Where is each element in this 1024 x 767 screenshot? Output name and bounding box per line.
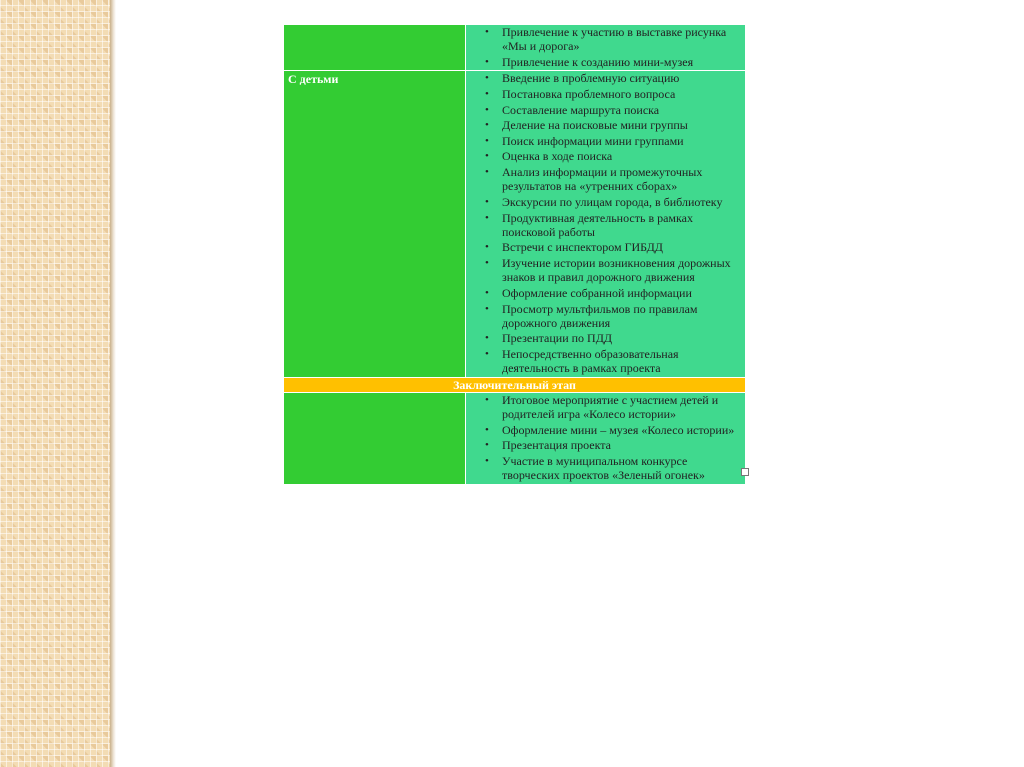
list-item: • Презентации по ПДД (502, 331, 743, 345)
list-item: • Привлечение к созданию мини-музея (502, 55, 743, 69)
decorative-side-pattern (0, 0, 110, 767)
stage-header-row (284, 377, 746, 392)
row-category-label: С детьми (288, 72, 339, 87)
row-activities-cell (466, 392, 746, 484)
activity-list (466, 25, 745, 69)
table-resize-handle[interactable] (741, 468, 749, 476)
list-item: • Оформление собранной информации (502, 286, 743, 300)
side-pattern-shadow (110, 0, 116, 767)
list-item: • Составление маршрута поиска (502, 103, 743, 117)
list-item: • Итоговое мероприятие с участием детей и родителей игра «Колесо истории» (502, 393, 743, 422)
row-activities-cell (466, 71, 746, 377)
row-category-label (284, 25, 465, 27)
activity-list (466, 393, 745, 483)
list-item: • Участие в муниципальном конкурсе творческих проектов «Зеленый огонек» (502, 454, 743, 483)
list-item: • Оценка в ходе поиска (502, 149, 743, 163)
list-item: • Продуктивная деятельность в рамках поисковой работы (502, 211, 743, 240)
row-category-cell (284, 392, 466, 484)
list-item: • Непосредственно образовательная деятельность в рамках проекта (502, 347, 743, 376)
stage-title: Заключительный этап (284, 377, 746, 392)
table-row (284, 25, 746, 71)
row-category-cell (284, 71, 466, 377)
list-item: • Привлечение к участию в выставке рисунка «Мы и дорога» (502, 25, 743, 54)
list-item: • Анализ информации и промежуточных результатов на «утренних сборах» (502, 165, 743, 194)
row-activities-cell (466, 25, 746, 71)
list-item: • Презентация проекта (502, 438, 743, 452)
list-item: • Введение в проблемную ситуацию (502, 71, 743, 85)
list-item: • Изучение истории возникновения дорожных знаков и правил дорожного движения (502, 256, 743, 285)
list-item: • Постановка проблемного вопроса (502, 87, 743, 101)
table-row (284, 71, 746, 377)
row-category-label (284, 393, 465, 395)
activity-list (466, 71, 745, 375)
list-item: • Деление на поисковые мини группы (502, 118, 743, 132)
list-item: • Поиск информации мини группами (502, 134, 743, 148)
list-item: • Оформление мини – музея «Колесо истории» (502, 423, 743, 437)
list-item: • Встречи с инспектором ГИБДД (502, 240, 743, 254)
project-stages-table (283, 24, 746, 485)
row-category-cell (284, 25, 466, 71)
table-row (284, 392, 746, 484)
list-item: • Просмотр мультфильмов по правилам дорожного движения (502, 302, 743, 331)
list-item: • Экскурсии по улицам города, в библиотеку (502, 195, 743, 209)
